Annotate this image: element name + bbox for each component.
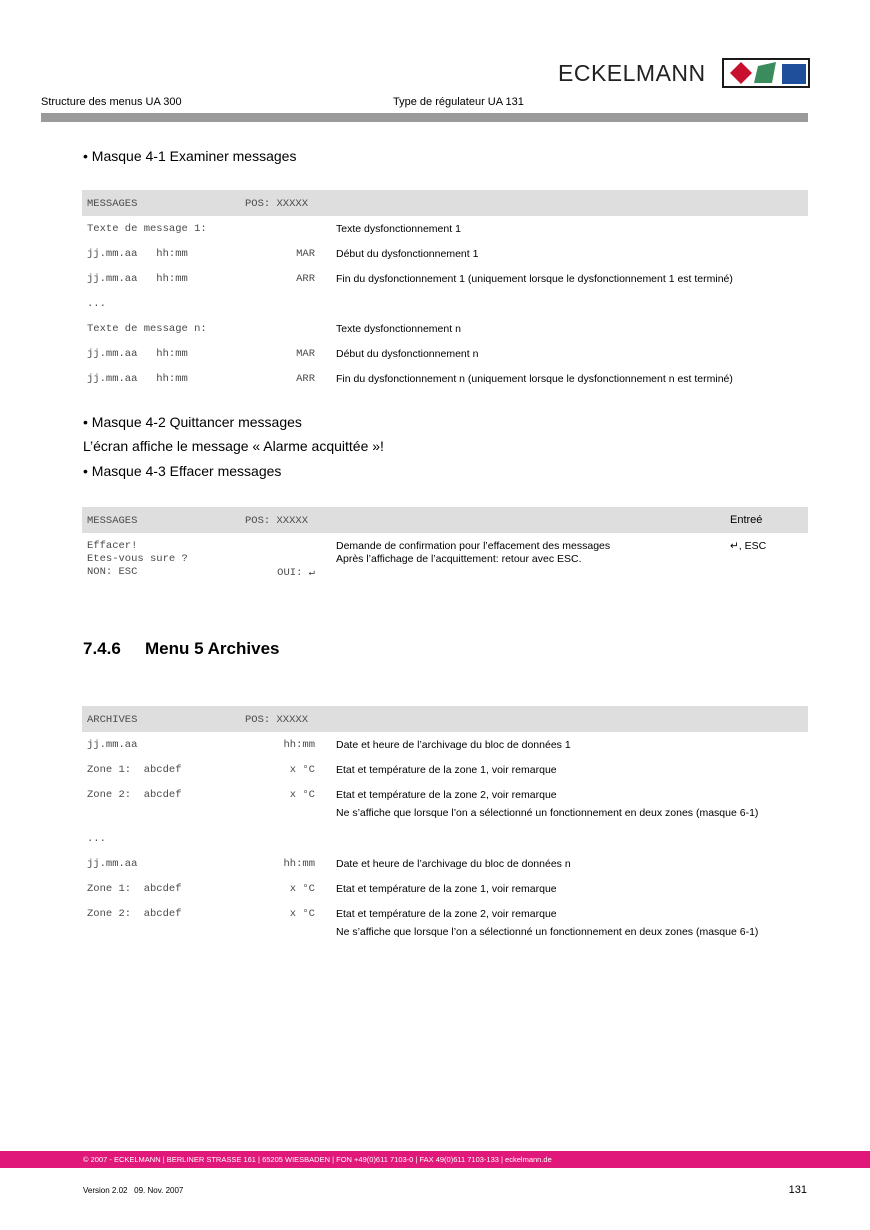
- bar-pos: POS: XXXXX: [245, 198, 309, 210]
- row-desc: Après l’affichage de l’acquittement: retour avec ESC.: [336, 553, 582, 565]
- table-header-bar: [82, 190, 808, 216]
- display-line: Effacer!: [87, 540, 138, 552]
- row-value: hh:mm: [283, 739, 315, 751]
- row-desc: Fin du dysfonctionnement n (uniquement lorsque le dysfonctionnement n est terminé): [336, 373, 733, 385]
- row-value: x °C: [289, 764, 315, 776]
- table-header-bar: [82, 507, 808, 533]
- row-desc: Demande de confirmation pour l’effacement des messages: [336, 540, 611, 552]
- row-label: Zone 2: abcdef: [87, 908, 182, 920]
- display-line: Etes-vous sure ?: [87, 553, 188, 565]
- heading-masque-4-1: • Masque 4-1 Examiner messages: [83, 148, 297, 164]
- eckelmann-logo-icon: [722, 58, 810, 88]
- row-label: jj.mm.aa: [87, 739, 138, 751]
- heading-text: Masque 4-2 Quittancer messages: [91, 414, 302, 430]
- section-title: Menu 5 Archives: [145, 639, 280, 658]
- row-value: x °C: [289, 789, 315, 801]
- header-center-title: Type de régulateur UA 131: [393, 96, 524, 108]
- header-rule: [41, 113, 808, 122]
- bar-label: MESSAGES: [87, 515, 138, 527]
- bar-pos: POS: XXXXX: [245, 515, 309, 527]
- row-label: Texte de message 1:: [87, 223, 207, 235]
- footer-copyright: © 2007 - ECKELMANN | BERLINER STRASSE 161 | 65205 WIESBADEN | FON +49(0)611 7103-0 | FAX 49(0)611 7103-133 | eckelmann.de: [83, 1155, 552, 1164]
- row-desc: Début du dysfonctionnement n: [336, 348, 479, 360]
- row-note: Ne s’affiche que lorsque l’on a sélectionné un fonctionnement en deux zones (masque 6-1): [336, 926, 759, 938]
- heading-text: Masque 4-3 Effacer messages: [91, 463, 282, 479]
- row-label: jj.mm.aa hh:mm: [87, 373, 188, 385]
- row-value: ARR: [296, 373, 315, 385]
- row-label: jj.mm.aa hh:mm: [87, 348, 188, 360]
- row-desc: Date et heure de l’archivage du bloc de données n: [336, 858, 571, 870]
- row-ellipsis: ...: [87, 833, 106, 845]
- row-note: Ne s’affiche que lorsque l’on a sélectionné un fonctionnement en deux zones (masque 6-1): [336, 807, 759, 819]
- row-value: ARR: [296, 273, 315, 285]
- page-number: 131: [788, 1184, 807, 1196]
- bar-entry-header: Entreé: [730, 514, 763, 526]
- row-desc: Fin du dysfonctionnement 1 (uniquement lorsque le dysfonctionnement 1 est terminé): [336, 273, 733, 285]
- row-label: jj.mm.aa hh:mm: [87, 248, 188, 260]
- display-line: NON: ESC: [87, 566, 138, 578]
- row-value: MAR: [296, 248, 315, 260]
- section-number: 7.4.6: [83, 639, 121, 658]
- row-desc: Date et heure de l’archivage du bloc de données 1: [336, 739, 571, 751]
- row-label: jj.mm.aa hh:mm: [87, 273, 188, 285]
- bar-label: ARCHIVES: [87, 714, 138, 726]
- row-desc: Texte dysfonctionnement 1: [336, 223, 461, 235]
- heading-masque-4-2: • Masque 4-2 Quittancer messages: [83, 414, 302, 430]
- table-header-bar: [82, 706, 808, 732]
- row-label: jj.mm.aa: [87, 858, 138, 870]
- row-desc: Etat et température de la zone 1, voir remarque: [336, 764, 557, 776]
- entry-keys: ↵, ESC: [730, 540, 767, 552]
- row-value: hh:mm: [283, 858, 315, 870]
- row-label: Zone 1: abcdef: [87, 764, 182, 776]
- row-desc: Début du dysfonctionnement 1: [336, 248, 479, 260]
- row-label: Texte de message n:: [87, 323, 207, 335]
- row-desc: Etat et température de la zone 2, voir remarque: [336, 908, 557, 920]
- bar-pos: POS: XXXXX: [245, 714, 309, 726]
- heading-text: Masque 4-1 Examiner messages: [91, 148, 297, 164]
- row-value: x °C: [289, 908, 315, 920]
- footer-version: Version 2.02 09. Nov. 2007: [83, 1186, 184, 1195]
- body-text: L’écran affiche le message « Alarme acquittée »!: [83, 438, 384, 454]
- row-desc: Etat et température de la zone 2, voir remarque: [336, 789, 557, 801]
- row-value: x °C: [289, 883, 315, 895]
- row-desc: Etat et température de la zone 1, voir remarque: [336, 883, 557, 895]
- row-desc: Texte dysfonctionnement n: [336, 323, 461, 335]
- row-value: MAR: [296, 348, 315, 360]
- row-label: Zone 1: abcdef: [87, 883, 182, 895]
- logo-wordmark: ECKELMANN: [558, 60, 706, 86]
- row-label: Zone 2: abcdef: [87, 789, 182, 801]
- heading-masque-4-3: • Masque 4-3 Effacer messages: [83, 463, 282, 479]
- row-ellipsis: ...: [87, 298, 106, 310]
- oui-label: OUI: ↵: [277, 567, 315, 579]
- header-left-title: Structure des menus UA 300: [41, 96, 182, 108]
- bar-label: MESSAGES: [87, 198, 138, 210]
